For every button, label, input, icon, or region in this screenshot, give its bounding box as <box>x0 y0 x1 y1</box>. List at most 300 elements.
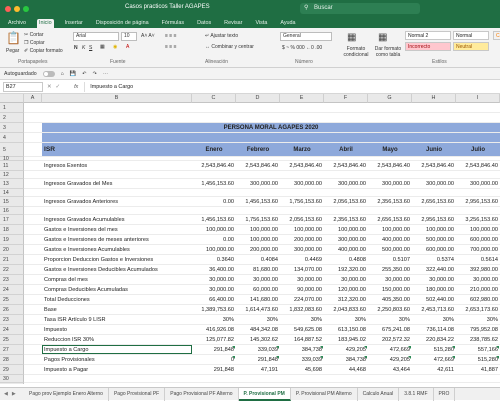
value-cell[interactable]: 0.5107 <box>368 255 412 264</box>
prev-sheet-icon[interactable]: ◀ <box>4 391 8 397</box>
value-cell[interactable]: 2,356,153.60 <box>324 215 368 224</box>
value-cell[interactable]: 502,440.00 <box>412 295 456 304</box>
value-cell[interactable]: 0.5374 <box>412 255 456 264</box>
row-header[interactable]: 23 <box>0 275 24 285</box>
value-cell[interactable]: 339,039 <box>280 355 324 364</box>
col-header-d[interactable]: D <box>236 94 280 103</box>
value-cell[interactable]: 795,952.08 <box>456 325 500 334</box>
row-label[interactable]: Proporcion Deduccion Gastos e Inversiones <box>42 255 192 264</box>
col-header-b[interactable]: B <box>42 94 192 103</box>
table-row <box>24 305 500 315</box>
value-cell[interactable]: 150,000.00 <box>368 285 412 294</box>
value-cell[interactable]: 30,000.00 <box>236 275 280 284</box>
value-cell[interactable]: 2,543,846.40 <box>236 161 280 170</box>
spreadsheet-grid[interactable] <box>0 94 500 384</box>
row-label[interactable]: Ingresos Gravados Acumulables <box>42 215 192 224</box>
row-header[interactable]: 13 <box>0 179 24 189</box>
value-cell[interactable]: 0.4808 <box>324 255 368 264</box>
row-label[interactable]: Ingresos Exentos <box>42 161 192 170</box>
value-cell[interactable] <box>280 207 324 214</box>
row-label[interactable]: Tasa ISR Artículo 9 LISR <box>42 315 192 324</box>
copy-format-button[interactable] <box>24 48 63 54</box>
value-cell[interactable]: 291,848 <box>192 365 236 374</box>
value-cell[interactable]: 30% <box>412 315 456 324</box>
value-cell[interactable]: 484,342.08 <box>236 325 280 334</box>
minimize-window-button[interactable] <box>14 6 20 12</box>
search-box[interactable] <box>300 3 420 14</box>
value-cell[interactable]: 384,738 <box>280 345 324 354</box>
value-cell[interactable] <box>280 171 324 178</box>
value-cell[interactable]: 43,464 <box>368 365 412 374</box>
value-cell[interactable]: 300,000.00 <box>412 179 456 188</box>
value-cell[interactable]: 100,000.00 <box>324 225 368 234</box>
value-cell[interactable]: 145,302.62 <box>236 335 280 344</box>
style-incorrecto[interactable]: Incorrecto <box>405 42 451 51</box>
sheet-title[interactable]: PERSONA MORAL AGAPES 2020 <box>42 123 500 132</box>
cut-button[interactable] <box>24 32 44 38</box>
value-cell[interactable]: 300,000.00 <box>368 179 412 188</box>
value-cell[interactable]: 736,114.08 <box>412 325 456 334</box>
value-cell[interactable]: 125,077.82 <box>192 335 236 344</box>
menu-datos[interactable]: Datos <box>195 19 213 28</box>
value-cell[interactable]: 100,000.00 <box>412 225 456 234</box>
fill-color-icon[interactable]: ◉ <box>113 44 117 50</box>
value-cell[interactable]: 0 <box>192 355 236 364</box>
value-cell[interactable]: 300,000.00 <box>280 245 324 254</box>
value-cell[interactable]: 2,956,153.60 <box>412 215 456 224</box>
conditional-format-button[interactable]: Formato condicional <box>341 46 371 58</box>
value-cell[interactable] <box>412 207 456 214</box>
style-normal[interactable]: Normal <box>453 31 489 40</box>
style-calc[interactable]: C <box>493 31 500 40</box>
value-cell[interactable]: 100,000.00 <box>192 225 236 234</box>
sheet-tab-p-provisional-pm-alterno[interactable]: P. Provisional PM Alterno <box>291 388 358 401</box>
row-header[interactable]: 20 <box>0 245 24 255</box>
value-cell[interactable] <box>368 171 412 178</box>
menu-ayuda[interactable]: Ayuda <box>278 19 297 28</box>
value-cell[interactable]: 30% <box>368 315 412 324</box>
value-cell[interactable]: 100,000.00 <box>456 225 500 234</box>
value-cell[interactable]: 0.3640 <box>192 255 236 264</box>
cancel-icon[interactable]: ✕ <box>47 84 52 90</box>
value-cell[interactable]: 300,000.00 <box>324 235 368 244</box>
value-cell[interactable]: 300,000.00 <box>456 179 500 188</box>
row-label[interactable] <box>42 207 192 214</box>
value-cell[interactable]: 0.00 <box>192 197 236 206</box>
row-header[interactable]: 17 <box>0 215 24 225</box>
row-header[interactable]: 25 <box>0 335 24 345</box>
value-cell[interactable] <box>456 171 500 178</box>
value-cell[interactable]: 30,000.00 <box>412 275 456 284</box>
next-sheet-icon[interactable]: ▶ <box>12 391 16 397</box>
row-label[interactable]: Gastos e Inversiones de meses anteriores <box>42 235 192 244</box>
col-header-f[interactable]: F <box>324 94 368 103</box>
autosave-label: Autoguardado <box>4 71 37 77</box>
confirm-icon[interactable]: ✓ <box>56 84 61 90</box>
sheet-tab-pago-provisional-pf[interactable]: Pago Provisional PF <box>109 388 165 401</box>
value-cell[interactable]: 2,543,846.40 <box>368 161 412 170</box>
row-header[interactable]: 15 <box>0 197 24 207</box>
name-box[interactable]: B27 <box>3 82 43 92</box>
value-cell[interactable]: 472,669 <box>368 345 412 354</box>
value-cell[interactable]: 2,543,846.40 <box>192 161 236 170</box>
fx-icon[interactable]: fx <box>74 84 78 90</box>
sheet-tab-3-8-1-rmf[interactable]: 3.8.1 RMF <box>399 388 433 401</box>
value-cell[interactable]: 30,000.00 <box>192 275 236 284</box>
value-cell[interactable]: 2,956,153.60 <box>456 197 500 206</box>
value-cell[interactable]: 2,543,846.40 <box>412 161 456 170</box>
value-cell[interactable] <box>236 207 280 214</box>
value-cell[interactable]: 700,000.00 <box>456 245 500 254</box>
value-cell[interactable]: 255,350.00 <box>368 265 412 274</box>
row-label[interactable]: Compras Deducibles Acumuladas <box>42 285 192 294</box>
value-cell[interactable]: 600,000.00 <box>456 235 500 244</box>
value-cell[interactable]: 202,572.32 <box>368 335 412 344</box>
sheet-tab-p-provisional-pm[interactable]: P. Provisional PM <box>239 388 291 401</box>
row-label[interactable]: Gastos e Inversiones Acumulables <box>42 245 192 254</box>
value-cell[interactable] <box>324 207 368 214</box>
value-cell[interactable]: 416,926.08 <box>192 325 236 334</box>
value-cell[interactable]: 1,756,153.60 <box>280 197 324 206</box>
value-cell[interactable]: 1,832,083.60 <box>280 305 324 314</box>
value-cell[interactable]: 0.5614 <box>456 255 500 264</box>
month-header[interactable]: Junio <box>412 143 456 156</box>
row-header[interactable]: 29 <box>0 365 24 375</box>
value-cell[interactable] <box>368 207 412 214</box>
value-cell[interactable]: 2,543,846.40 <box>456 161 500 170</box>
value-cell[interactable]: 300,000.00 <box>280 179 324 188</box>
row-label[interactable]: Compras del mes <box>42 275 192 284</box>
row-header[interactable]: 10 <box>0 157 24 161</box>
col-header-i[interactable]: I <box>456 94 500 103</box>
value-cell[interactable]: 100,000.00 <box>192 245 236 254</box>
bold-icon[interactable]: N <box>74 45 78 51</box>
row-header[interactable] <box>0 383 24 384</box>
value-cell[interactable]: 322,440.00 <box>412 265 456 274</box>
col-header-g[interactable]: G <box>368 94 412 103</box>
row-label[interactable] <box>42 189 192 196</box>
value-cell[interactable]: 1,456,153.60 <box>192 179 236 188</box>
style-normal2[interactable]: Normal 2 <box>405 31 451 40</box>
value-cell[interactable]: 613,150.08 <box>324 325 368 334</box>
value-cell[interactable]: 47,191 <box>236 365 280 374</box>
value-cell[interactable] <box>456 207 500 214</box>
row-header[interactable]: 24 <box>0 325 24 335</box>
formula-bar <box>0 80 500 94</box>
table-row <box>24 245 500 255</box>
value-cell[interactable]: 100,000.00 <box>280 225 324 234</box>
value-cell[interactable]: 602,980.00 <box>456 295 500 304</box>
value-cell[interactable] <box>192 171 236 178</box>
col-header-e[interactable]: E <box>280 94 324 103</box>
merge-center-label: Combinar y centrar <box>211 44 254 50</box>
font-color-icon[interactable]: A <box>126 44 129 50</box>
autosave-toggle[interactable] <box>43 71 55 77</box>
row-label[interactable]: Reduccion ISR 30% <box>42 335 192 344</box>
value-cell[interactable]: 30,000.00 <box>456 275 500 284</box>
row-header[interactable]: 11 <box>0 161 24 171</box>
menu-disposicion[interactable]: Disposición de página <box>94 19 151 28</box>
value-cell[interactable]: 141,680.00 <box>236 295 280 304</box>
value-cell[interactable] <box>412 189 456 196</box>
row-label[interactable]: Pagos Provisionales <box>42 355 192 364</box>
month-header[interactable]: Febrero <box>236 143 280 156</box>
row-header[interactable]: 23 <box>0 315 24 325</box>
row-label[interactable]: Total Deducciones <box>42 295 192 304</box>
sheet-tab-pago-provisional-pf-alterno[interactable]: Pago Provisional PF Alterno <box>165 388 238 401</box>
value-cell[interactable] <box>412 171 456 178</box>
paste-icon[interactable]: 📋 <box>6 31 21 45</box>
value-cell[interactable]: 45,698 <box>280 365 324 374</box>
value-cell[interactable]: 2,543,846.40 <box>324 161 368 170</box>
home-icon[interactable]: ⌂ <box>61 71 64 77</box>
menu-revisar[interactable]: Revisar <box>222 19 244 28</box>
value-cell[interactable]: 384,738 <box>324 355 368 364</box>
col-header-c[interactable]: C <box>192 94 236 103</box>
redo-icon[interactable]: ↷ <box>93 71 97 77</box>
value-cell[interactable]: 2,043,833.60 <box>324 305 368 314</box>
value-cell[interactable]: 30,000.00 <box>192 285 236 294</box>
value-cell[interactable]: 30% <box>192 315 236 324</box>
value-cell[interactable]: 1,456,153.60 <box>192 215 236 224</box>
style-neutral[interactable]: Neutral <box>453 42 489 51</box>
value-cell[interactable]: 0.4469 <box>280 255 324 264</box>
value-cell[interactable]: 90,000.00 <box>280 285 324 294</box>
save-icon[interactable]: 💾 <box>70 71 76 77</box>
row-header[interactable]: 28 <box>0 355 24 365</box>
row-header[interactable]: 18 <box>0 225 24 235</box>
currency-icon[interactable]: $ ~ % 000 ←0 .00 <box>282 45 322 51</box>
value-cell[interactable]: 3,256,153.60 <box>456 215 500 224</box>
month-header[interactable]: Marzo <box>280 143 324 156</box>
row-header[interactable]: 26 <box>0 305 24 315</box>
align-left-icon[interactable]: ≡ ≡ ≡ <box>165 44 177 50</box>
row-header[interactable]: 22 <box>0 265 24 275</box>
value-cell[interactable]: 1,756,153.60 <box>236 215 280 224</box>
value-cell[interactable] <box>324 171 368 178</box>
value-cell[interactable]: 183,945.02 <box>324 335 368 344</box>
row-label[interactable]: Impuesto a Pagar <box>42 365 192 374</box>
value-cell[interactable]: 500,000.00 <box>368 245 412 254</box>
value-cell[interactable]: 30,000.00 <box>280 275 324 284</box>
value-cell[interactable]: 515,280 <box>456 355 500 364</box>
value-cell[interactable]: 2,250,803.60 <box>368 305 412 314</box>
value-cell[interactable]: 164,887.52 <box>280 335 324 344</box>
value-cell[interactable]: 312,320.00 <box>324 295 368 304</box>
row-header[interactable]: 21 <box>0 255 24 265</box>
row-header[interactable]: 12 <box>0 171 24 179</box>
value-cell[interactable]: 2,656,153.60 <box>368 215 412 224</box>
value-cell[interactable]: 1,389,753.60 <box>192 305 236 314</box>
value-cell[interactable]: 30% <box>280 315 324 324</box>
font-size-select[interactable]: 10 <box>121 32 137 41</box>
formula-warning-icon <box>320 356 323 359</box>
value-cell[interactable]: 210,000.00 <box>456 285 500 294</box>
col-header-h[interactable]: H <box>412 94 456 103</box>
value-cell[interactable]: 134,070.00 <box>280 265 324 274</box>
row-label[interactable]: Impuesto <box>42 325 192 334</box>
value-cell[interactable]: 2,653,173.60 <box>456 305 500 314</box>
value-cell[interactable]: 429,205 <box>368 355 412 364</box>
value-cell[interactable]: 2,543,846.40 <box>280 161 324 170</box>
value-cell[interactable]: 2,056,153.60 <box>280 215 324 224</box>
row-header[interactable]: 30 <box>0 375 24 383</box>
value-cell[interactable]: 238,785.62 <box>456 335 500 344</box>
row-header[interactable]: 5 <box>0 143 24 157</box>
value-cell[interactable]: 180,000.00 <box>412 285 456 294</box>
underline-icon[interactable]: S <box>89 45 92 51</box>
month-header[interactable]: Enero <box>192 143 236 156</box>
row-label[interactable]: Gastos e Inversiones Deducibles Acumulados <box>42 265 192 274</box>
row-header[interactable]: 2 <box>0 113 24 123</box>
row-header[interactable]: 24 <box>0 285 24 295</box>
value-cell[interactable]: 200,000.00 <box>280 235 324 244</box>
row-header[interactable]: 27 <box>0 345 24 355</box>
value-cell[interactable]: 42,611 <box>412 365 456 374</box>
value-cell[interactable]: 549,625.08 <box>280 325 324 334</box>
align-top-icon[interactable]: ≡ ≡ ≡ <box>165 33 177 39</box>
value-cell[interactable]: 405,350.00 <box>368 295 412 304</box>
value-cell[interactable]: 66,400.00 <box>192 295 236 304</box>
value-cell[interactable]: 1,614,473.60 <box>236 305 280 314</box>
row-header[interactable]: 25 <box>0 295 24 305</box>
row-header[interactable]: 3 <box>0 123 24 133</box>
value-cell[interactable]: 515,280 <box>412 345 456 354</box>
row-label[interactable]: Impuesto a Cargo <box>42 345 192 354</box>
value-cell[interactable]: 0.4084 <box>236 255 280 264</box>
menu-archivo[interactable]: Archivo <box>6 19 28 28</box>
value-cell[interactable]: 30,000.00 <box>324 275 368 284</box>
value-cell[interactable]: 30% <box>456 315 500 324</box>
sheet-tab-pago-prov-ejemplo[interactable]: Pago prov Ejemplo Enero Alterno <box>24 388 109 401</box>
menu-insertar[interactable]: Insertar <box>63 19 85 28</box>
value-cell[interactable]: 557,166 <box>456 345 500 354</box>
row-header[interactable]: 19 <box>0 235 24 245</box>
value-cell[interactable]: 300,000.00 <box>324 179 368 188</box>
value-cell[interactable]: 100,000.00 <box>236 235 280 244</box>
value-cell[interactable]: 30% <box>236 315 280 324</box>
value-cell[interactable]: 44,468 <box>324 365 368 374</box>
conditional-format-icon[interactable]: ▦ <box>347 32 356 43</box>
value-cell[interactable]: 400,000.00 <box>368 235 412 244</box>
row-label[interactable] <box>42 171 192 178</box>
row-header[interactable]: 1 <box>0 103 24 113</box>
row-label[interactable]: Base <box>42 305 192 314</box>
value-cell[interactable]: 100,000.00 <box>368 225 412 234</box>
menu-vista[interactable]: Vista <box>253 19 269 28</box>
value-cell[interactable]: 675,241.08 <box>368 325 412 334</box>
menu-inicio[interactable]: Inicio <box>37 19 54 28</box>
value-cell[interactable]: 120,000.00 <box>324 285 368 294</box>
value-cell[interactable]: 192,320.00 <box>324 265 368 274</box>
value-cell[interactable] <box>192 207 236 214</box>
value-cell[interactable]: 0.00 <box>192 235 236 244</box>
merge-center-button[interactable] <box>205 44 254 50</box>
value-cell[interactable] <box>280 189 324 196</box>
wrap-text-button[interactable] <box>205 33 238 39</box>
value-cell[interactable]: 41,887 <box>456 365 500 374</box>
undo-icon[interactable]: ↶ <box>82 71 86 77</box>
sheet-tab-calculo-anual[interactable]: Calculo Anual <box>358 388 400 401</box>
sheet-tab-pro[interactable]: PRO <box>434 388 456 401</box>
value-cell[interactable]: 2,056,153.60 <box>324 197 368 206</box>
value-cell[interactable]: 300,000.00 <box>236 179 280 188</box>
table-row <box>24 171 500 179</box>
formula-warning-icon <box>364 356 367 359</box>
value-cell[interactable]: 2,356,153.60 <box>368 197 412 206</box>
row-header[interactable]: 14 <box>0 189 24 197</box>
font-name-select[interactable]: Arial <box>73 32 119 41</box>
value-cell[interactable]: 500,000.00 <box>412 235 456 244</box>
format-table-icon[interactable]: ▦ <box>378 32 387 43</box>
paste-button[interactable]: Pegar <box>6 48 19 54</box>
row-label[interactable]: Ingresos Gravados Anteriores <box>42 197 192 206</box>
maximize-window-button[interactable] <box>23 6 29 12</box>
value-cell[interactable]: 200,000.00 <box>236 245 280 254</box>
font-grow-icon[interactable]: A˄ A˅ <box>141 33 155 39</box>
value-cell[interactable] <box>324 189 368 196</box>
value-cell[interactable]: 81,680.00 <box>236 265 280 274</box>
borders-icon[interactable]: ▦ <box>100 44 105 50</box>
value-cell[interactable]: 30,000.00 <box>368 275 412 284</box>
more-icon[interactable]: ⋯ <box>103 71 108 77</box>
value-cell[interactable] <box>192 189 236 196</box>
close-window-button[interactable] <box>5 6 11 12</box>
copy-button[interactable] <box>24 40 45 46</box>
value-cell[interactable]: 30% <box>324 315 368 324</box>
value-cell[interactable]: 2,453,713.60 <box>412 305 456 314</box>
value-cell[interactable]: 60,000.00 <box>236 285 280 294</box>
row-header[interactable]: 4 <box>0 133 24 143</box>
formula-warning-icon <box>276 356 279 359</box>
value-cell[interactable]: 291,848 <box>236 355 280 364</box>
italic-icon[interactable]: K <box>82 45 85 51</box>
value-cell[interactable]: 400,000.00 <box>324 245 368 254</box>
value-cell[interactable]: 2,656,153.60 <box>412 197 456 206</box>
value-cell[interactable] <box>236 171 280 178</box>
value-cell[interactable]: 36,400.00 <box>192 265 236 274</box>
value-cell[interactable]: 100,000.00 <box>236 225 280 234</box>
value-cell[interactable] <box>456 189 500 196</box>
value-cell[interactable]: 339,039 <box>236 345 280 354</box>
month-header[interactable]: Mayo <box>368 143 412 156</box>
row-label[interactable]: Ingresos Gravados del Mes <box>42 179 192 188</box>
formula-input[interactable]: Impuesto a Cargo <box>84 82 500 92</box>
value-cell[interactable]: 600,000.00 <box>412 245 456 254</box>
month-header[interactable]: Julio <box>456 143 500 156</box>
row-header[interactable]: 16 <box>0 207 24 215</box>
value-cell[interactable] <box>236 189 280 196</box>
value-cell[interactable]: 291,848 <box>192 345 236 354</box>
number-format-select[interactable]: General <box>280 32 332 41</box>
value-cell[interactable]: 1,456,153.60 <box>236 197 280 206</box>
select-all-corner[interactable] <box>0 94 24 103</box>
menu-formulas[interactable]: Fórmulas <box>160 19 186 28</box>
value-cell[interactable] <box>368 189 412 196</box>
table-row <box>24 355 500 365</box>
month-header[interactable]: Abril <box>324 143 368 156</box>
window-controls <box>5 6 29 12</box>
value-cell[interactable]: 472,669 <box>412 355 456 364</box>
value-cell[interactable]: 429,205 <box>324 345 368 354</box>
col-header-a[interactable]: A <box>24 94 42 103</box>
row-label[interactable]: Gastos e Inversiones del mes <box>42 225 192 234</box>
value-cell[interactable]: 392,980.00 <box>456 265 500 274</box>
value-cell[interactable]: 220,834.22 <box>412 335 456 344</box>
isr-header[interactable]: ISR <box>42 143 192 156</box>
value-cell[interactable]: 224,070.00 <box>280 295 324 304</box>
format-table-button[interactable]: Dar formato como tabla <box>372 46 404 58</box>
